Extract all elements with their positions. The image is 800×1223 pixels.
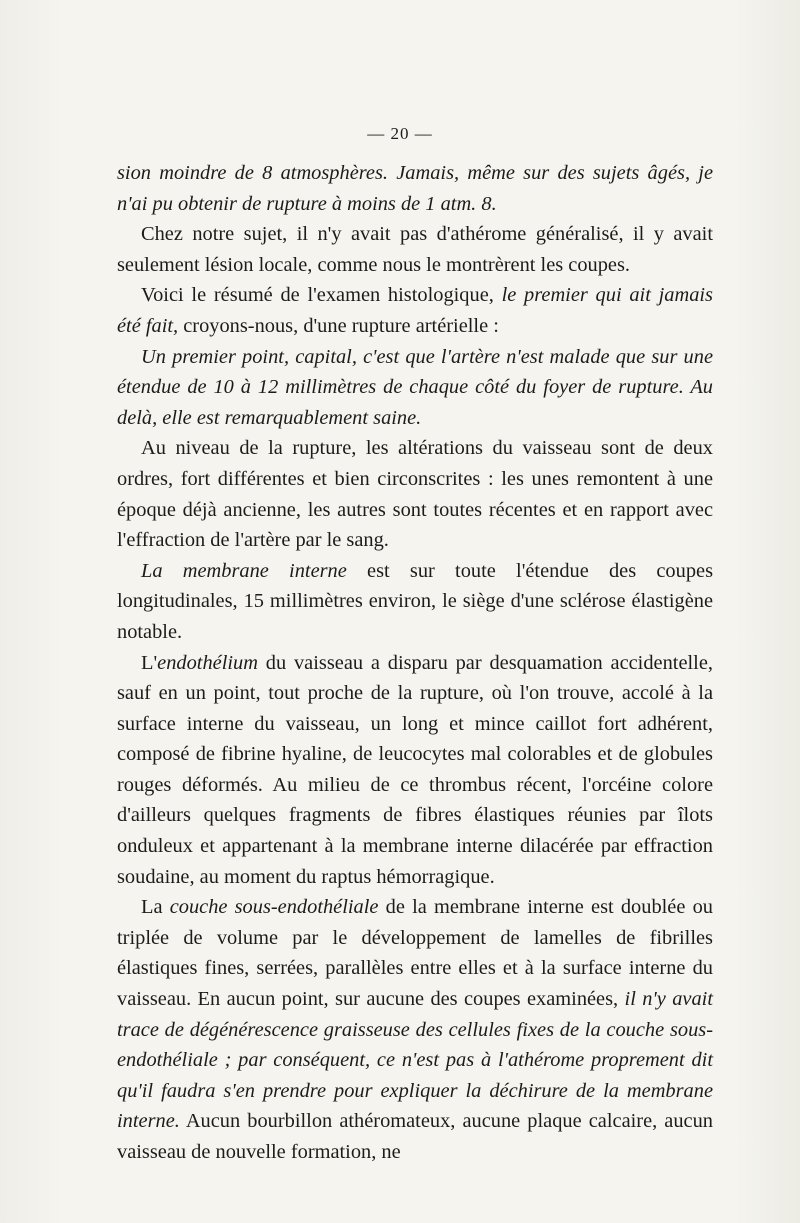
italic-text-run: endothélium — [157, 651, 258, 674]
paragraph — [117, 219, 713, 280]
italic-text-run: couche sous-endothéliale — [169, 896, 379, 919]
text-run: La — [141, 896, 170, 919]
italic-text-run: sion moindre de 8 atmosphères. Jamais, même sur des sujets âgés, je n'ai pu obtenir de rupture à moins de 1 atm. 8. — [117, 162, 713, 215]
paragraph — [117, 158, 713, 219]
italic-text-run: La membrane interne — [141, 559, 347, 582]
text-run: du vaisseau a disparu par desquamation accidentelle, sauf en un point, tout proche de la rupture, où l'on trouve, accolé à la surface interne du vaisseau, un long et mince caillot fort adhérent, composé de fibrine hyaline, de leucocytes mal colorables et de globules rouges déformés. Au milieu de ce thrombus récent, l'orcéine colore d'ailleurs quelques fragments de fibres élastiques réunies par îlots onduleux et appartenant à la membrane interne dilacérée par effraction soudaine, au moment du raptus hémorragique. — [117, 651, 713, 888]
text-run: est sur toute l'étendue des coupes longitudinales, 15 millimètres environ, le siège d'une sclérose élastigène notable. — [117, 559, 714, 643]
italic-text-run: Un premier point, capital, c'est que l'artère n'est malade que sur une étendue de 10 à 12 millimètres de chaque côté du foyer de rupture. Au delà, elle est remarquablement saine. — [117, 345, 713, 429]
page-number: — 20 — — [367, 124, 433, 143]
paragraph — [117, 342, 713, 434]
text-run: Voici le résumé de l'examen histologique, — [141, 284, 502, 307]
paragraph — [117, 556, 713, 648]
text-run: L' — [141, 651, 158, 674]
text-run: croyons-nous, d'une rupture artérielle : — [178, 314, 499, 337]
text-run: de la membrane interne est doublée ou triplée de volume par le développement de lamelles de fibrilles élastiques fines, serrées, parallèles entre elles et à la surface interne du vaisseau. En aucun point, sur aucune des coupes examinées, — [117, 896, 713, 1011]
text-run: Au niveau de la rupture, les altérations du vaisseau sont de deux ordres, fort différentes et bien circonscrites : les unes remontent à une époque déjà ancienne, les autres sont toutes récentes et en rapport avec l'effraction de l'artère par le sang. — [117, 437, 713, 552]
paragraph — [117, 648, 713, 893]
italic-text-run: le premier qui ait jamais été fait, — [117, 284, 713, 337]
italic-text-run: il n'y avait trace de dégénérescence graisseuse des cellules fixes de la couche sous-endothéliale ; par conséquent, ce n'est pas à l'athérome proprement dit qu'il faudra s'en prendre pour expliquer la déchirure de la membrane interne. — [117, 988, 713, 1133]
paragraph — [117, 892, 713, 1167]
text-run: Aucun bourbillon athéromateux, aucune plaque calcaire, aucun vaisseau de nouvelle formation, ne — [117, 1110, 713, 1163]
paragraph — [117, 433, 713, 555]
text-run: Chez notre sujet, il n'y avait pas d'athérome généralisé, il y avait seulement lésion locale, comme nous le montrèrent les coupes. — [117, 223, 713, 276]
paragraph — [117, 280, 713, 341]
body-text — [117, 158, 713, 1168]
